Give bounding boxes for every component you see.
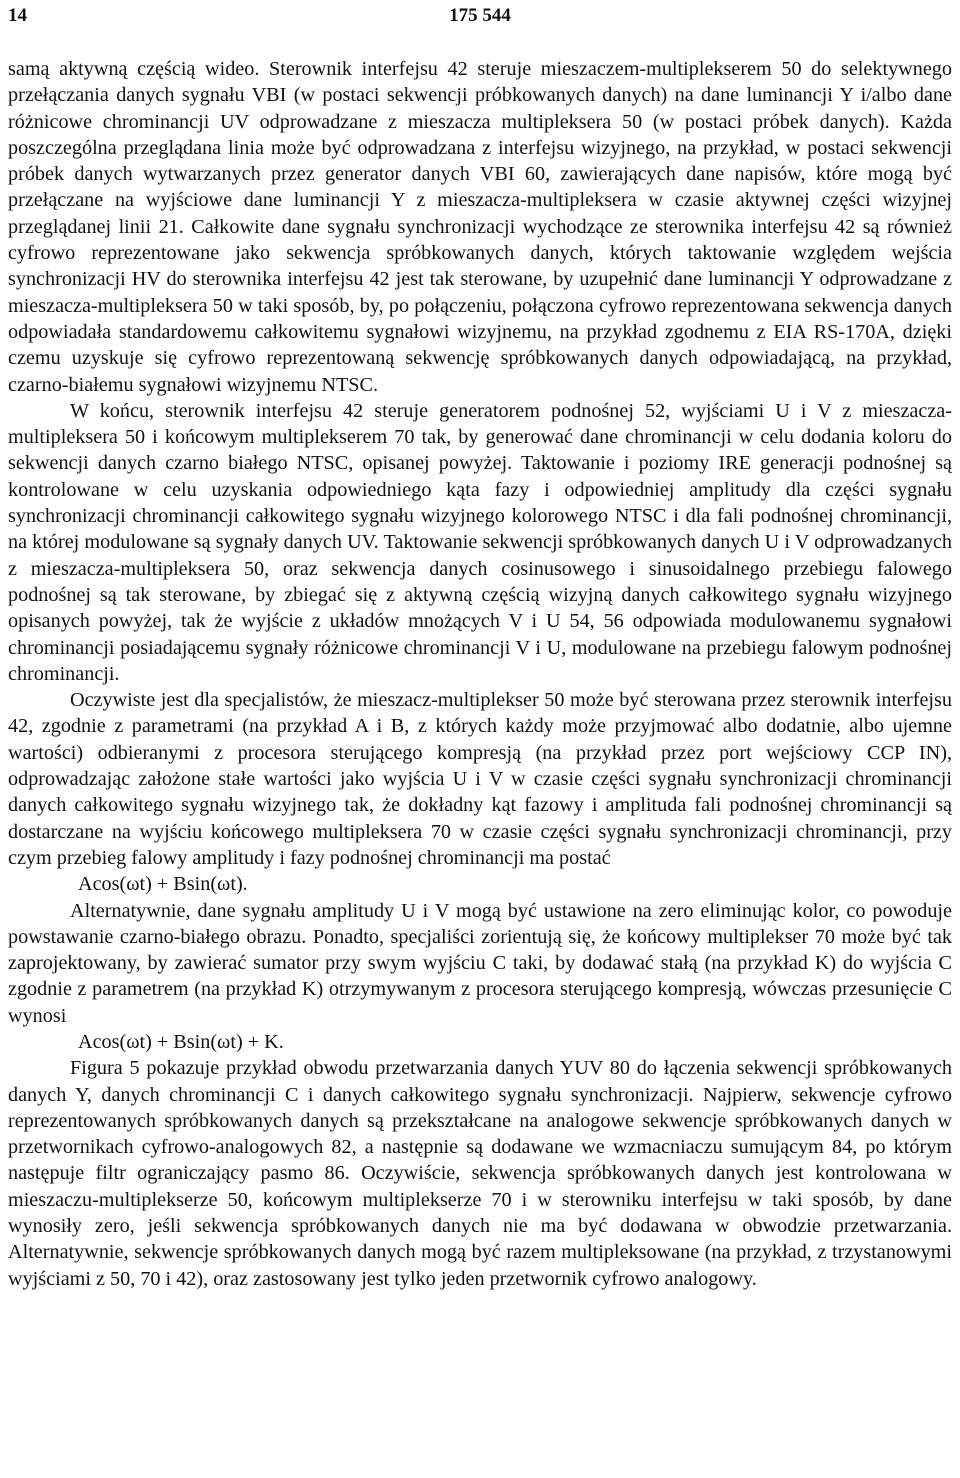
formula: Acos(ωt) + Bsin(ωt) + K.	[78, 1030, 284, 1053]
paragraph: Figura 5 pokazuje przykład obwodu przetwarzania danych YUV 80 do łączenia sekwencji spróbkowanych danych Y, danych chrominancji C i danych całkowitego sygnału synchronizacji. Najpierw, sekwencje cyfrowo reprezentowanych spróbkowanych danych są przekształcane na analogowe sekwencje spróbkowanych danych w przetwornikach cyfrowo-analogowych 82, a następnie są dodawane we wzmacniaczu sumującym 84, po którym następuje filtr ograniczający pasmo 86. Oczywiście, sekwencja spróbkowanych danych jest kontrolowana w mieszaczu-multiplekserze 50, końcowym multiplekserze 70 i w sterowniku interfejsu w taki sposób, by dane wynosiły zero, jeśli sekwencja spróbkowanych danych nie ma być dodawana w obwodzie przetwarzania. Alternatywnie, sekwencje spróbkowanych danych mogą być razem multipleksowane (na przykład, z trzystanowymi wyjściami z 50, 70 i 42), oraz zastosowany jest tylko jeden przetwornik cyfrowo analogowy.	[8, 1057, 952, 1290]
body-text	[8, 56, 952, 1292]
document-page	[8, 0, 952, 1290]
paragraph: Oczywiste jest dla specjalistów, że mieszacz-multiplekser 50 może być sterowana przez sterownik interfejsu 42, zgodnie z parametrami (na przykład A i B, z których każdy może przyjmować albo dodatnie, albo ujemne wartości) odbieranymi z procesora sterującego kompresją (na przykład przez port wejściowy CCP IN), odprowadzając założone stałe wartości jako wyjścia U i V w czasie części sygnału synchronizacji chrominancji danych całkowitego sygnału wizyjnego tak, że dokładny kąt fazowy i amplituda fali podnośnej chrominancji są dostarczane na wyjściu końcowego multipleksera 70 w czasie części sygnału synchronizacji chrominancji, przy czym przebieg falowy amplitudy i fazy podnośnej chrominancji ma postać	[8, 689, 952, 869]
paragraph: Alternatywnie, dane sygnału amplitudy U i V mogą być ustawione na zero eliminując kolor, co powoduje powstawanie czarno-białego obrazu. Ponadto, specjaliści zorientują się, że końcowy multiplekser 70 może być tak zaprojektowany, by zawierać sumator przy swym wyjściu C taki, by dodawać stałą (na przykład K) do wyjścia C zgodnie z parametrem (na przykład K) otrzymywanym z procesora sterującego kompresją, wówczas przesunięcie C wynosi	[8, 899, 952, 1027]
paragraph: samą aktywną częścią wideo. Sterownik interfejsu 42 steruje mieszaczem-multiplekserem 50 do selektywnego przełączania danych sygnału VBI (w postaci sekwencji próbkowanych danych) na dane luminancji Y i/albo dane różnicowe chrominancji UV odprowadzane z mieszacza multipleksera 50 (w postaci próbek danych). Każda poszczególna przeglądana linia może być odprowadzana z interfejsu wizyjnego, na przykład, w postaci sekwencji próbek danych wytwarzanych przez generator danych VBI 60, zawierających dane napisów, które mogą być przełączane na wyjściowe dane luminancji Y z mieszacza-multipleksera w czasie aktywnej części wizyjnej przeglądanej linii 21. Całkowite dane sygnału synchronizacji wychodzące ze sterownika interfejsu 42 są również cyfrowo reprezentowane jako sekwencja spróbkowanych danych, których taktowanie względem wejścia synchronizacji HV do sterownika interfejsu 42 jest tak sterowane, by uzupełnić dane luminancji Y odprowadzane z mieszacza-multipleksera 50 w taki sposób, by, po połączeniu, połączona cyfrowo reprezentowana sekwencja danych odpowiadała standardowemu całkowitemu sygnałowi wizyjnemu, na przykład zgodnemu z EIA RS-170A, dzięki czemu uzyskuje się cyfrowo reprezentowaną sekwencję spróbkowanych danych odpowiadającą, na przykład, czarno-białemu sygnałowi wizyjnemu NTSC.	[8, 58, 952, 396]
paragraph: W końcu, sterownik interfejsu 42 steruje generatorem podnośnej 52, wyjściami U i V z mieszacza-multipleksera 50 i końcowym multiplekserem 70 tak, by generować dane chrominancji w celu dodania koloru do sekwencji danych czarno białego NTSC, opisanej powyżej. Taktowanie i poziomy IRE generacji podnośnej są kontrolowane w celu uzyskania odpowiedniego kąta fazy i odpowiedniej amplitudy dla części sygnału synchronizacji chrominancji całkowitego sygnału wizyjnego kolorowego NTSC i dla fali podnośnej chrominancji, na której modulowane są sygnały danych UV. Taktowanie sekwencji spróbkowanych danych U i V odprowadzanych z mieszacza-multipleksera 50, oraz sekwencja danych cosinusowego i sinusoidalnego przebiegu falowego podnośnej są tak sterowane, by zbiegać się z aktywną częścią wizyjną danych całkowitego sygnału wizyjnego opisanych powyżej, tak że wyjście z układów mnożących V i U 54, 56 odpowiada modulowanemu sygnałowi chrominancji posiadającemu sygnały różnicowe chrominancji V i U, modulowane na przebiegu falowym podnośnej chrominancji.	[8, 399, 952, 685]
formula: Acos(ωt) + Bsin(ωt).	[78, 873, 248, 896]
page-number: 14	[8, 5, 27, 26]
patent-number: 175 544	[449, 5, 511, 26]
page-header	[8, 0, 952, 36]
